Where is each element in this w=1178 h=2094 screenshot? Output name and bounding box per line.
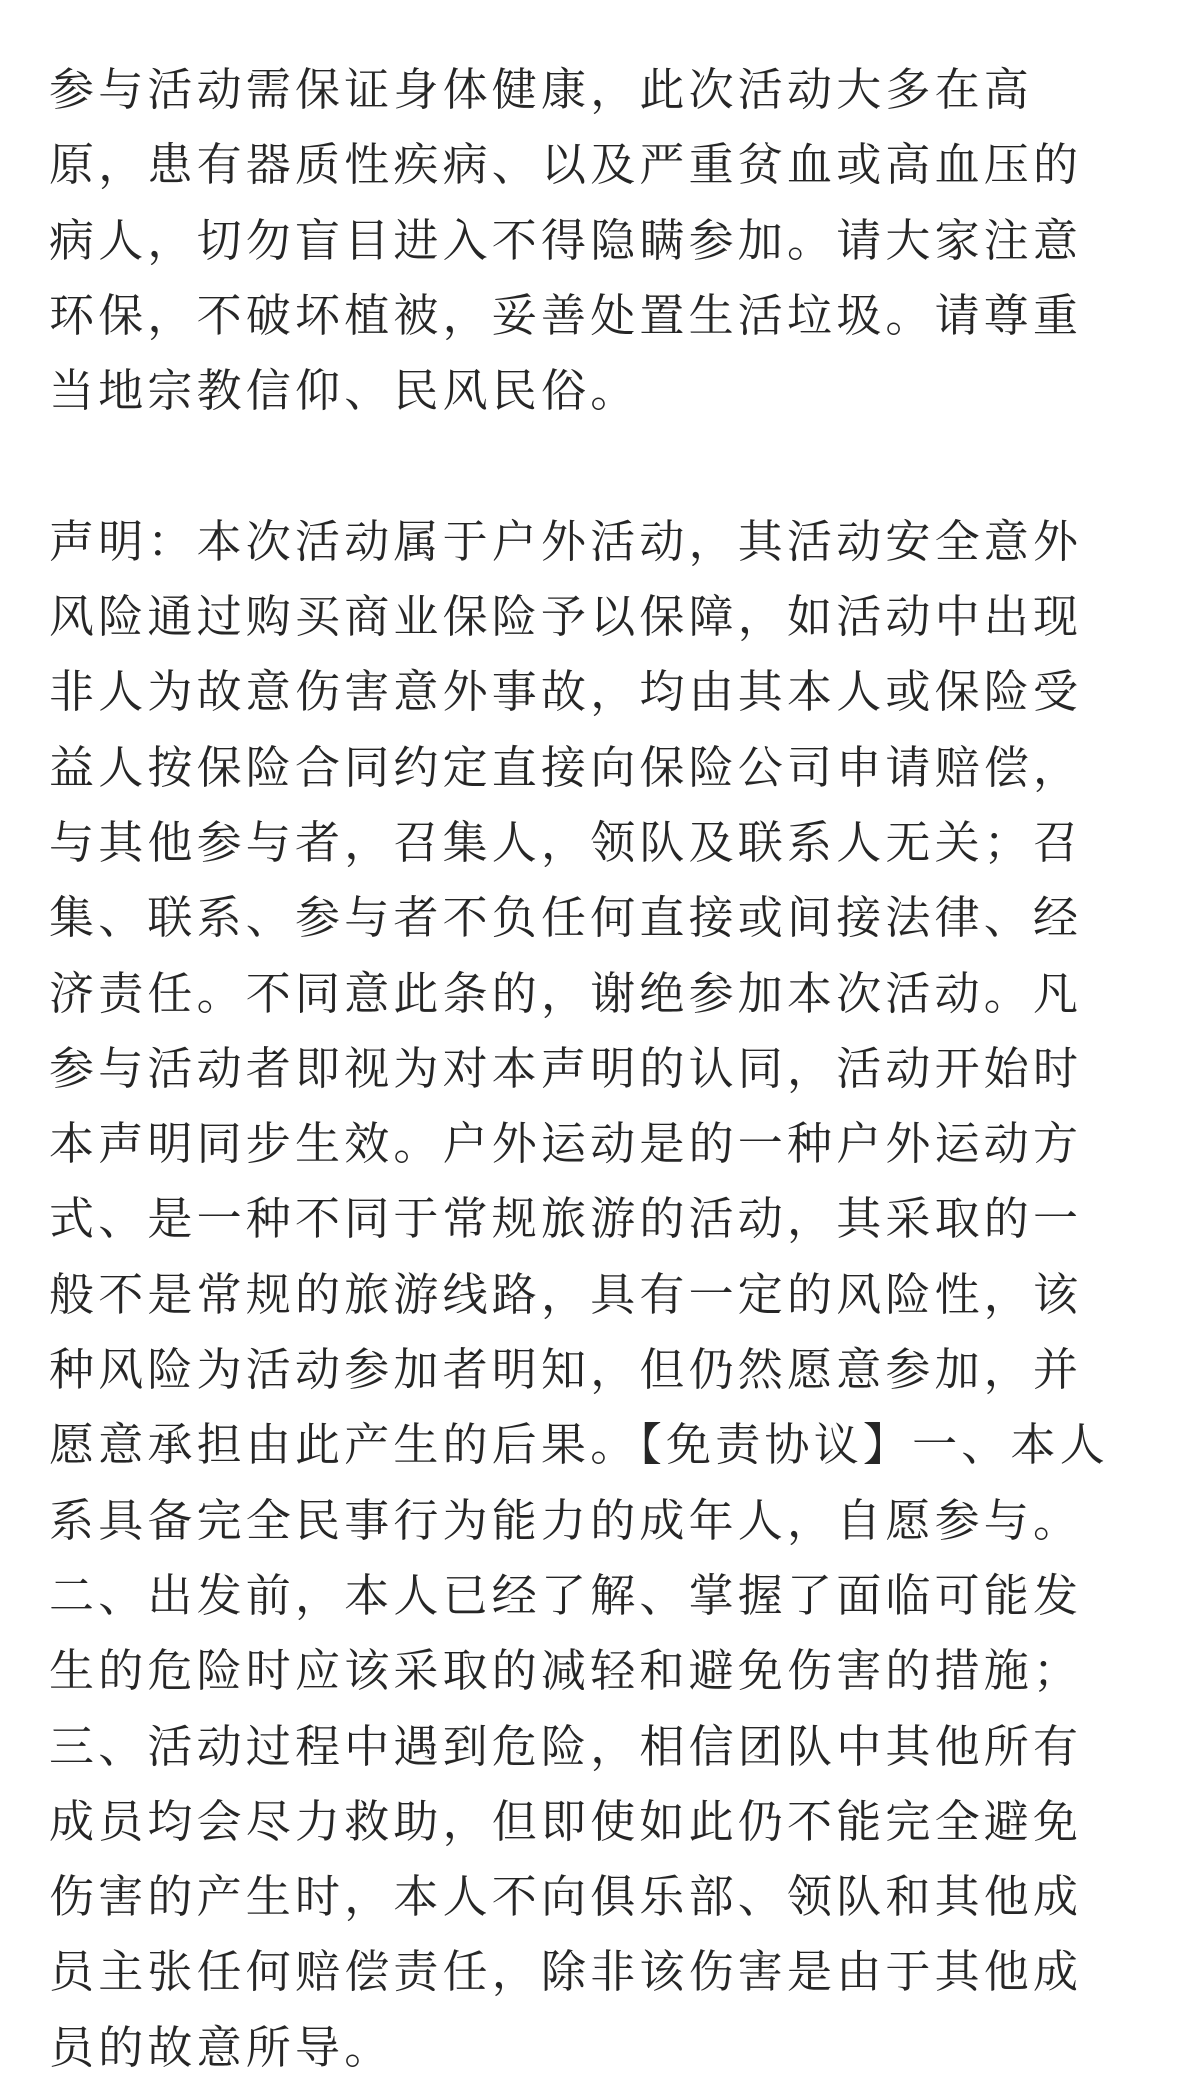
- disclaimer-paragraph: 声明：本次活动属于户外活动，其活动安全意外风险通过购买商业保险予以保障，如活动中出现非人为故意伤害意外事故，均由其本人或保险受益人按保险合同约定直接向保险公司申请赔偿，与其他参与者，召集人，领队及联系人无关；召集、联系、参与者不负任何直接或间接法律、经济责任。不同意此条的，谢绝参加本次活动。凡参与活动者即视为对本声明的认同，活动开始时本声明同步生效。户外运动是的一种户外运动方式、是一种不同于常规旅游的活动，其采取的一般不是常规的旅游线路，具有一定的风险性，该种风险为活动参加者明知，但仍然愿意参加，并愿意承担由此产生的后果。【免责协议】一、本人系具备完全民事行为能力的成年人，自愿参与。二、出发前，本人已经了解、掌握了面临可能发生的危险时应该采取的减轻和避免伤害的措施；三、活动过程中遇到危险，相信团队中其他所有成员均会尽力救助，但即使如此仍不能完全避免伤害的产生时，本人不向俱乐部、领队和其他成员主张任何赔偿责任，除非该伤害是由于其他成员的故意所导。: [49, 514, 1109, 2074]
- document-body: [49, 52, 1131, 2085]
- health-notice-paragraph: 参与活动需保证身体健康，此次活动大多在高原，患有器质性疾病、以及严重贫血或高血压的病人，切勿盲目进入不得隐瞒参加。请大家注意环保，不破坏植被，妥善处置生活垃圾。请尊重当地宗教信仰、民风民俗。: [49, 63, 1083, 418]
